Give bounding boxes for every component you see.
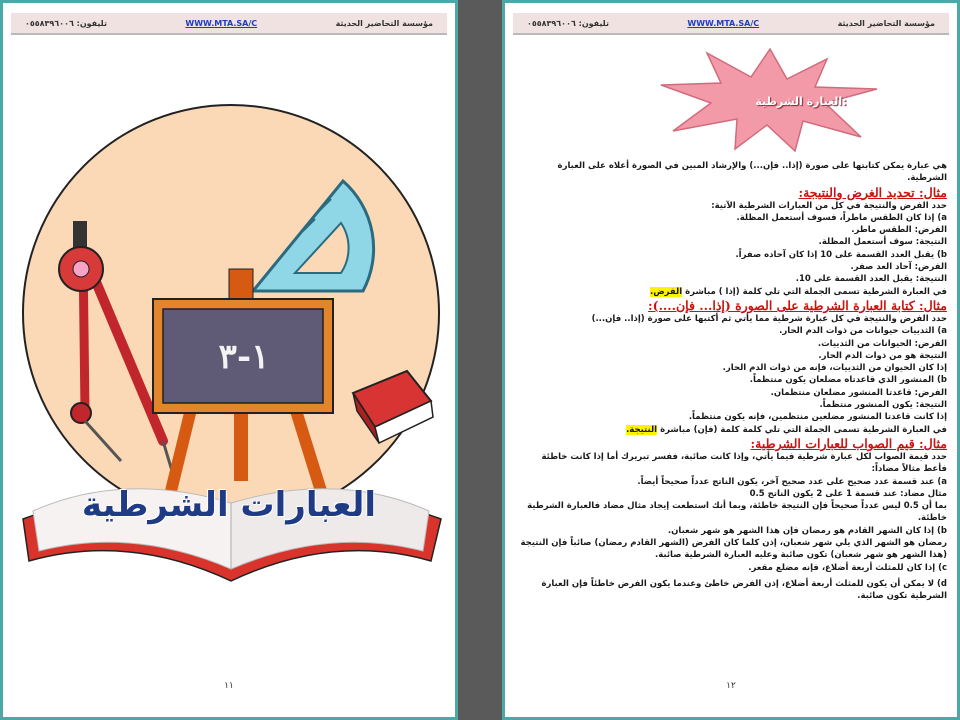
- text-line: إذا كانت قاعدتا المنشور مضلعين منتظمين، فإنه يكون منتظماً.: [688, 412, 947, 423]
- text-line: a) عند قسمة عدد صحيح على عدد صحيح آخر، يكون الناتج عدداً صحيحاً أيضاً.: [637, 476, 947, 487]
- section-heading: مثال: كتابة العبارة الشرطية على الصورة (إذا... فإن....):: [648, 297, 947, 313]
- text-line: c) إذا كان للمثلث أربعة أضلاع، فإنه مضلع مقعر.: [748, 562, 947, 573]
- page-number: ١٢: [726, 681, 736, 691]
- lesson-body: [515, 160, 947, 603]
- text-line: بما أن 0.5 ليس عدداً صحيحاً فإن النتيجة خاطئة، وبما أنك استطعت إيجاد مثال مضاد فالعبارة الشرطية خاطئة.: [527, 501, 947, 524]
- page-header: [513, 13, 949, 35]
- section-heading: مثال: تحديد الغرض والنتيجة:: [798, 184, 947, 200]
- header-phone: تليفون: ٠٥٥٨٣٩٦٠٠٦: [527, 18, 609, 28]
- note-highlight: النتيجة.: [626, 424, 658, 435]
- text-line: الفرض: قاعدتا المنشور مضلعان منتظمان.: [770, 387, 947, 398]
- board-lesson-number: ١-٣: [218, 337, 270, 377]
- left-page: [0, 0, 458, 720]
- cover-title: العبارات الشرطية: [81, 485, 377, 525]
- text-line: a) الثدييات حيوانات من ذوات الدم الحار.: [779, 326, 947, 337]
- text-line: إذا كان الحيوان من الثدييات، فإنه من ذوات الدم الحار.: [722, 363, 947, 374]
- text-line: b) المنشور الذي قاعدتاه مضلعان يكون منتظماً.: [749, 375, 947, 386]
- note-highlight: الفرض.: [649, 286, 683, 297]
- header-org: مؤسسة التحاضير الحديثة: [837, 18, 935, 28]
- header-url[interactable]: WWW.MTA.SA/C: [687, 18, 760, 28]
- text-line: b) يقبل العدد القسمة على 10 إذا كان آحاده صفراً.: [735, 249, 947, 260]
- header-phone: تليفون: ٠٥٥٨٣٩٦٠٠٦: [25, 18, 107, 28]
- text-line: مثال مضاد: عند قسمة 1 على 2 يكون الناتج 0.5: [749, 488, 947, 499]
- text-line: النتيجة: سوف أستعمل المظلة.: [818, 237, 947, 248]
- text-line: النتيجة هو من ذوات الدم الحار.: [818, 350, 947, 361]
- text-line: حدد الفرض والنتيجة في كل عبارة شرطية مما يأتي ثم أكتبها على صورة (إذا.. فإن...): [591, 313, 947, 324]
- page-header: [11, 13, 447, 35]
- text-line: النتيجة: يقبل العدد القسمة على 10.: [795, 274, 947, 285]
- right-page: [502, 0, 960, 720]
- text-line: الفرض: آحاد العد صفر.: [850, 262, 947, 273]
- header-org: مؤسسة التحاضير الحديثة: [335, 18, 433, 28]
- note-line: [515, 286, 947, 298]
- text-line: رمضان هو الشهر الذي يلي شهر شعبان، إذن كلما كان الفرض (الشهر القادم رمضان) صائباً فإن النتيجة (هذا الشهر هو شهر شعبان) تكون صائبة وعليه العبارة الشرطية صائبة.: [520, 538, 947, 561]
- text-line: الفرض: الحيوانات من الثدييات.: [817, 338, 947, 349]
- section-heading: مثال: قيم الصواب للعبارات الشرطية:: [750, 435, 947, 451]
- intro-text: هي عبارة يمكن كتابتها على صورة (إذا.. فإن...) والإرشاد المبين في الصورة أعلاه على العبارة الشرطية.: [557, 161, 947, 184]
- text-line: حدد الفرض والنتيجة في كل من العبارات الشرطية الآتية:: [711, 200, 947, 211]
- text-line: d) لا يمكن أن يكون للمثلث أربعة أضلاع، إذن الفرض خاطئ وعندما يكون الفرض خاطئاً فإن العبارة الشرطية تكون صائبة.: [541, 578, 947, 602]
- burst-title: العبارة الشرطية:: [755, 95, 847, 108]
- note-text: في العبارة الشرطية تسمى الجملة التي تلي كلمة (إذا ) مباشرة: [685, 286, 947, 297]
- text-line: النتيجة: يكون المنشور منتظماً.: [819, 400, 947, 411]
- text-line: حدد قيمة الصواب لكل عبارة شرطية فيما يأتي، وإذا كانت صائبة، ففسر تبريرك أما إذا كانت خاطئة فأعط مثالاً مضاداً:: [541, 451, 947, 475]
- note-line: [515, 424, 947, 436]
- note-text: في العبارة الشرطية تسمى الجملة التي تلي كلمة كلمة (فإن) مباشرة: [660, 424, 947, 435]
- text-line: a) إذا كان الطقس ماطراً، فسوف أستعمل المظلة.: [736, 212, 947, 223]
- header-url[interactable]: WWW.MTA.SA/C: [185, 18, 258, 28]
- text-line: b) إذا كان الشهر القادم هو رمضان فإن هذا الشهر هو شهر شعبان.: [667, 525, 947, 536]
- page-number: ١١: [224, 681, 234, 691]
- text-line: الفرض: الطقس ماطر.: [851, 225, 947, 236]
